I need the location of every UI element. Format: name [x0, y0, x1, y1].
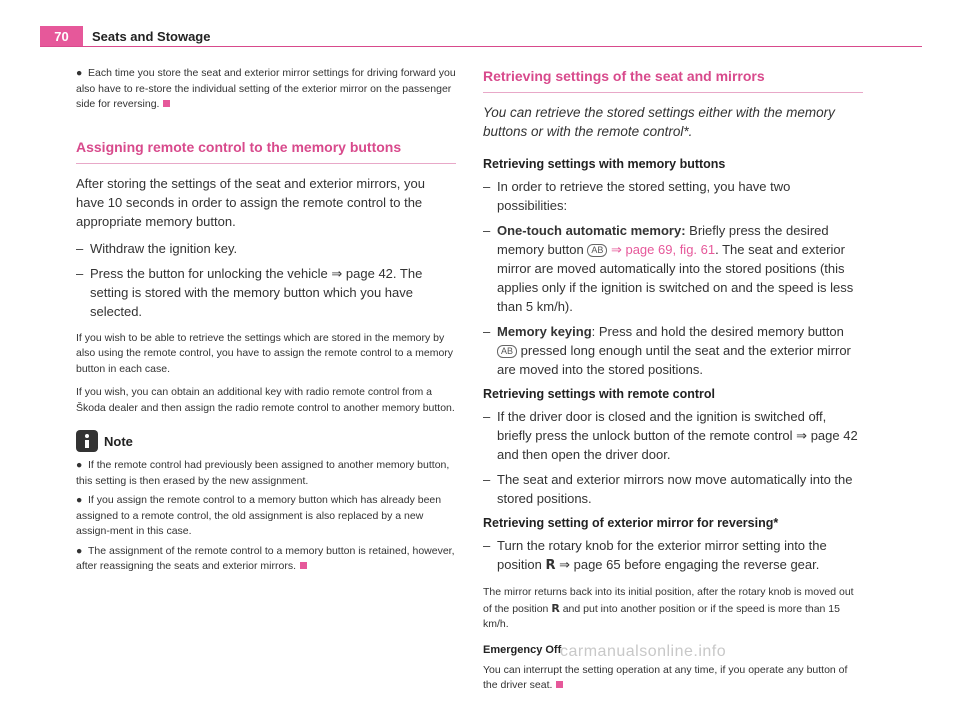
section-intro: You can retrieve the stored settings either with the memory buttons or with the remote control*.	[483, 105, 835, 139]
step-item: – If the driver door is closed and the ignition is switched off, briefly press the unlock button of the remote control ⇒ page 42 and then open the driver door.	[483, 409, 858, 462]
figure-link[interactable]: ⇒ page 69, fig. 61	[610, 242, 716, 257]
header-divider	[40, 46, 922, 47]
step-item: – Withdraw the ignition key.	[76, 240, 238, 256]
emergency-heading: Emergency Off	[483, 643, 562, 656]
end-mark-icon	[300, 562, 307, 569]
info-icon	[76, 430, 98, 452]
arrow-icon: ⇒	[559, 557, 570, 572]
intro-bullet: ● Each time you store the seat and exterior mirror settings for driving forward you also have to re-store the individual setting of the exterior mirror on the passenger side for reversing.	[76, 67, 456, 110]
step-item: – One-touch automatic memory: Briefly press the desired memory button AB ⇒ page 69, fig. 61. The seat and exterior mirror are moved automatically into the stored positions (this applies only if the ignition is switched on and the speed is less than 5 km/h).	[483, 223, 854, 314]
small-paragraph: If you wish to be able to retrieve the settings which are stored in the memory by also using the remote control, you have to assign the remote control to a memory button in each case.	[76, 331, 454, 375]
arrow-icon: ⇒	[331, 265, 343, 281]
bullet-icon: ●	[76, 67, 83, 79]
bullet-icon: ●	[76, 494, 83, 506]
small-paragraph: You can interrupt the setting operation at any time, if you operate any button of the driver seat.	[483, 663, 848, 691]
left-column	[76, 66, 456, 579]
step-item: – The seat and exterior mirrors now move automatically into the stored positions.	[483, 472, 853, 506]
section-title-retrieve: Retrieving settings of the seat and mirrors	[483, 66, 863, 93]
body-paragraph: After storing the settings of the seat and exterior mirrors, you have 10 seconds in order to assign the remote control to the appropriate memory button.	[76, 175, 425, 229]
memory-button-key-icon: AB	[497, 345, 517, 358]
bullet-icon: ●	[76, 544, 83, 557]
end-mark-icon	[163, 100, 170, 107]
memory-button-key-icon: AB	[587, 244, 607, 257]
page-link[interactable]: page 42 and then open the driver door.	[497, 428, 858, 462]
bullet-icon: ●	[76, 459, 83, 471]
page-link[interactable]: page 65 before engaging the reverse gear.	[573, 557, 820, 572]
end-mark-icon	[556, 681, 563, 688]
section-title-assign: Assigning remote control to the memory buttons	[76, 137, 456, 164]
subheading: Retrieving settings with memory buttons	[483, 157, 726, 171]
step-item: – Memory keying: Press and hold the desired memory button AB pressed long enough until the seat and the exterior mirror are moved into the stored positions.	[483, 324, 851, 377]
step-item: – Press the button for unlocking the vehicle ⇒ page 42. The setting is stored with the memory button which you have selected.	[76, 265, 423, 319]
note-bullet: ● If the remote control had previously been assigned to another memory button, this setting is then erased by the new assignment.	[76, 459, 450, 487]
right-column	[483, 66, 863, 702]
note-bullet: ● If you assign the remote control to a memory button which has already been assigned to a remote control, the old assignment is also replaced by a new assign-ment in this case.	[76, 494, 442, 537]
note-header	[76, 430, 456, 452]
reverse-position-icon: R	[545, 558, 556, 573]
small-paragraph: The mirror returns back into its initial position, after the rotary knob is moved out of the position R and put into another position or if the speed is more than 15 km/h.	[483, 586, 854, 630]
watermark: carmanualsonline.info	[560, 643, 727, 660]
page-link[interactable]: page 42. The setting is stored with the memory button which you have selected.	[90, 265, 423, 319]
note-title: Note	[104, 433, 133, 449]
step-item: – Turn the rotary knob for the exterior mirror setting into the position R ⇒ page 65 before engaging the reverse gear.	[483, 538, 827, 573]
subheading: Retrieving setting of exterior mirror for reversing*	[483, 516, 779, 530]
page-number: 70	[40, 26, 83, 46]
note-bullet: ● The assignment of the remote control to a memory button is retained, however, after reassigning the seats and exterior mirrors.	[76, 544, 455, 572]
reverse-position-icon: R	[551, 601, 560, 615]
running-head: Seats and Stowage	[92, 29, 211, 44]
subheading: Retrieving settings with remote control	[483, 387, 715, 401]
small-paragraph: If you wish, you can obtain an additional key with radio remote control from a Škoda dealer and then assign the radio remote control to another memory button.	[76, 386, 455, 414]
arrow-icon: ⇒	[796, 428, 808, 443]
step-item: – In order to retrieve the stored setting, you have two possibilities:	[483, 179, 791, 213]
